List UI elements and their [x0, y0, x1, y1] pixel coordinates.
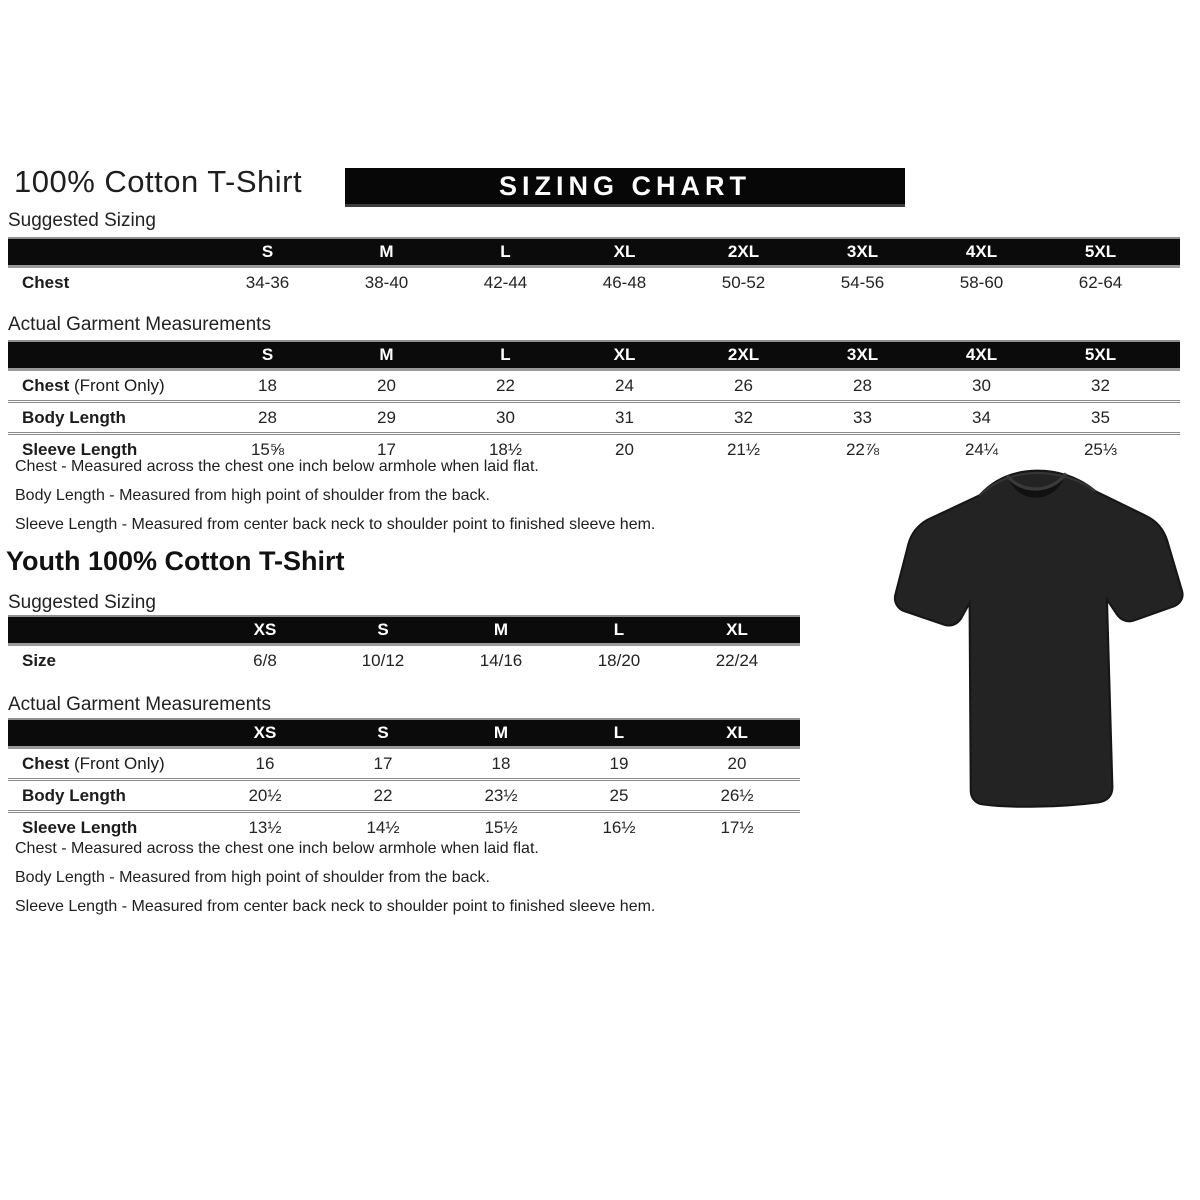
row-label: Chest (Front Only) — [22, 753, 165, 773]
table-cell: 38-40 — [364, 272, 409, 292]
table-cell: 29 — [377, 407, 396, 427]
note-chest: Chest - Measured across the chest one inch below armhole when laid flat. — [15, 458, 539, 475]
column-header: XL — [613, 242, 636, 261]
table-cell: 18 — [258, 375, 277, 395]
table-cell: 13½ — [248, 817, 282, 837]
column-header: 2XL — [727, 345, 760, 364]
note-chest: Chest - Measured across the chest one inch below armhole when laid flat. — [15, 840, 539, 857]
table-cell: 25 — [609, 785, 629, 805]
table-cell: 10/12 — [361, 650, 405, 670]
column-header: M — [379, 242, 394, 261]
table-cell: 28 — [258, 407, 277, 427]
youth-garment-measurements-table — [8, 718, 800, 842]
table-header-row — [8, 615, 800, 646]
table-cell: 14½ — [366, 817, 400, 837]
youth-suggested-sizing-label: Suggested Sizing — [8, 592, 156, 613]
column-header: XS — [253, 723, 277, 742]
column-header: 5XL — [1084, 345, 1117, 364]
black-tshirt-image — [878, 460, 1200, 828]
table-cell: 26 — [734, 375, 753, 395]
column-header: L — [500, 242, 511, 261]
table-cell: 35 — [1091, 407, 1110, 427]
row-label: Size — [22, 650, 57, 670]
table-cell: 18 — [491, 753, 511, 773]
table-row — [8, 646, 800, 675]
table-cell: 18½ — [488, 439, 523, 459]
table-cell: 16½ — [602, 817, 636, 837]
table-cell: 17½ — [720, 817, 754, 837]
table-cell: 34-36 — [245, 272, 290, 292]
column-header: 5XL — [1084, 242, 1117, 261]
table-header-row — [8, 340, 1180, 371]
table-cell: 20 — [615, 439, 634, 459]
table-cell: 21½ — [726, 439, 761, 459]
table-cell: 16 — [255, 753, 275, 773]
youth-suggested-sizing-table — [8, 615, 800, 675]
table-cell: 58-60 — [959, 272, 1004, 292]
note-sleeve-length: Sleeve Length - Measured from center back neck to shoulder point to finished sleeve hem. — [15, 898, 656, 915]
column-header: 2XL — [727, 242, 760, 261]
column-header: XL — [726, 620, 748, 639]
table-row — [8, 400, 1180, 432]
row-label: Body Length — [22, 407, 126, 427]
table-row — [8, 371, 1180, 400]
column-header: XL — [726, 723, 748, 742]
table-cell: 50-52 — [721, 272, 766, 292]
table-row — [8, 749, 800, 778]
table-cell: 32 — [1091, 375, 1110, 395]
column-header: S — [261, 242, 274, 261]
adult-suggested-sizing-table — [8, 237, 1180, 297]
page-title: 100% Cotton T-Shirt — [14, 164, 303, 199]
table-cell: 24 — [615, 375, 634, 395]
column-header: M — [379, 345, 394, 364]
adult-actual-measurements-label: Actual Garment Measurements — [8, 314, 271, 335]
table-cell: 23½ — [484, 785, 518, 805]
table-cell: 26½ — [720, 785, 754, 805]
table-cell: 54-56 — [840, 272, 885, 292]
table-cell: 24¼ — [964, 439, 999, 459]
table-header-row — [8, 718, 800, 749]
table-cell: 22⅞ — [845, 439, 880, 459]
table-cell: 20 — [377, 375, 396, 395]
table-cell: 19 — [609, 753, 629, 773]
table-cell: 14/16 — [479, 650, 523, 670]
row-label: Body Length — [22, 785, 126, 805]
sizing-chart-banner: SIZING CHART — [345, 168, 905, 207]
table-row — [8, 268, 1180, 297]
table-cell: 25⅓ — [1083, 439, 1118, 459]
table-row — [8, 778, 800, 810]
tshirt-icon — [878, 460, 1200, 828]
table-cell: 20 — [727, 753, 747, 773]
column-header: M — [493, 723, 509, 742]
column-header: S — [261, 345, 274, 364]
table-cell: 30 — [972, 375, 991, 395]
table-cell: 62-64 — [1078, 272, 1123, 292]
row-label: Chest — [22, 272, 70, 292]
youth-actual-measurements-label: Actual Garment Measurements — [8, 694, 271, 715]
column-header: XL — [613, 345, 636, 364]
table-cell: 22 — [373, 785, 393, 805]
youth-section-title: Youth 100% Cotton T-Shirt — [6, 546, 345, 576]
table-cell: 22 — [496, 375, 515, 395]
row-label: Sleeve Length — [22, 817, 138, 837]
table-cell: 34 — [972, 407, 991, 427]
column-header: M — [493, 620, 509, 639]
table-cell: 15⅝ — [250, 439, 285, 459]
table-cell: 33 — [853, 407, 872, 427]
column-header: 4XL — [965, 345, 998, 364]
table-cell: 31 — [615, 407, 634, 427]
note-body-length: Body Length - Measured from high point of shoulder from the back. — [15, 487, 490, 504]
column-header: XS — [253, 620, 277, 639]
table-cell: 22/24 — [715, 650, 759, 670]
table-row — [8, 810, 800, 842]
row-label: Chest (Front Only) — [22, 375, 165, 395]
row-label: Sleeve Length — [22, 439, 138, 459]
note-body-length: Body Length - Measured from high point of shoulder from the back. — [15, 869, 490, 886]
table-cell: 18/20 — [597, 650, 641, 670]
table-cell: 42-44 — [483, 272, 528, 292]
table-cell: 17 — [373, 753, 393, 773]
column-header: S — [377, 723, 389, 742]
column-header: 3XL — [846, 345, 879, 364]
column-header: S — [377, 620, 389, 639]
adult-suggested-sizing-label: Suggested Sizing — [8, 210, 156, 231]
table-cell: 46-48 — [602, 272, 647, 292]
adult-garment-measurements-table — [8, 340, 1180, 464]
youth-measurement-notes — [15, 840, 655, 927]
table-cell: 32 — [734, 407, 753, 427]
table-cell: 6/8 — [253, 650, 277, 670]
table-header-row — [8, 237, 1180, 268]
table-cell: 28 — [853, 375, 872, 395]
adult-measurement-notes — [15, 458, 655, 545]
column-header: L — [613, 620, 625, 639]
table-cell: 17 — [377, 439, 396, 459]
table-cell: 20½ — [248, 785, 282, 805]
table-cell: 15½ — [484, 817, 518, 837]
column-header: 4XL — [965, 242, 998, 261]
column-header: L — [500, 345, 511, 364]
column-header: L — [613, 723, 625, 742]
column-header: 3XL — [846, 242, 879, 261]
table-cell: 30 — [496, 407, 515, 427]
note-sleeve-length: Sleeve Length - Measured from center back neck to shoulder point to finished sleeve hem. — [15, 516, 656, 533]
